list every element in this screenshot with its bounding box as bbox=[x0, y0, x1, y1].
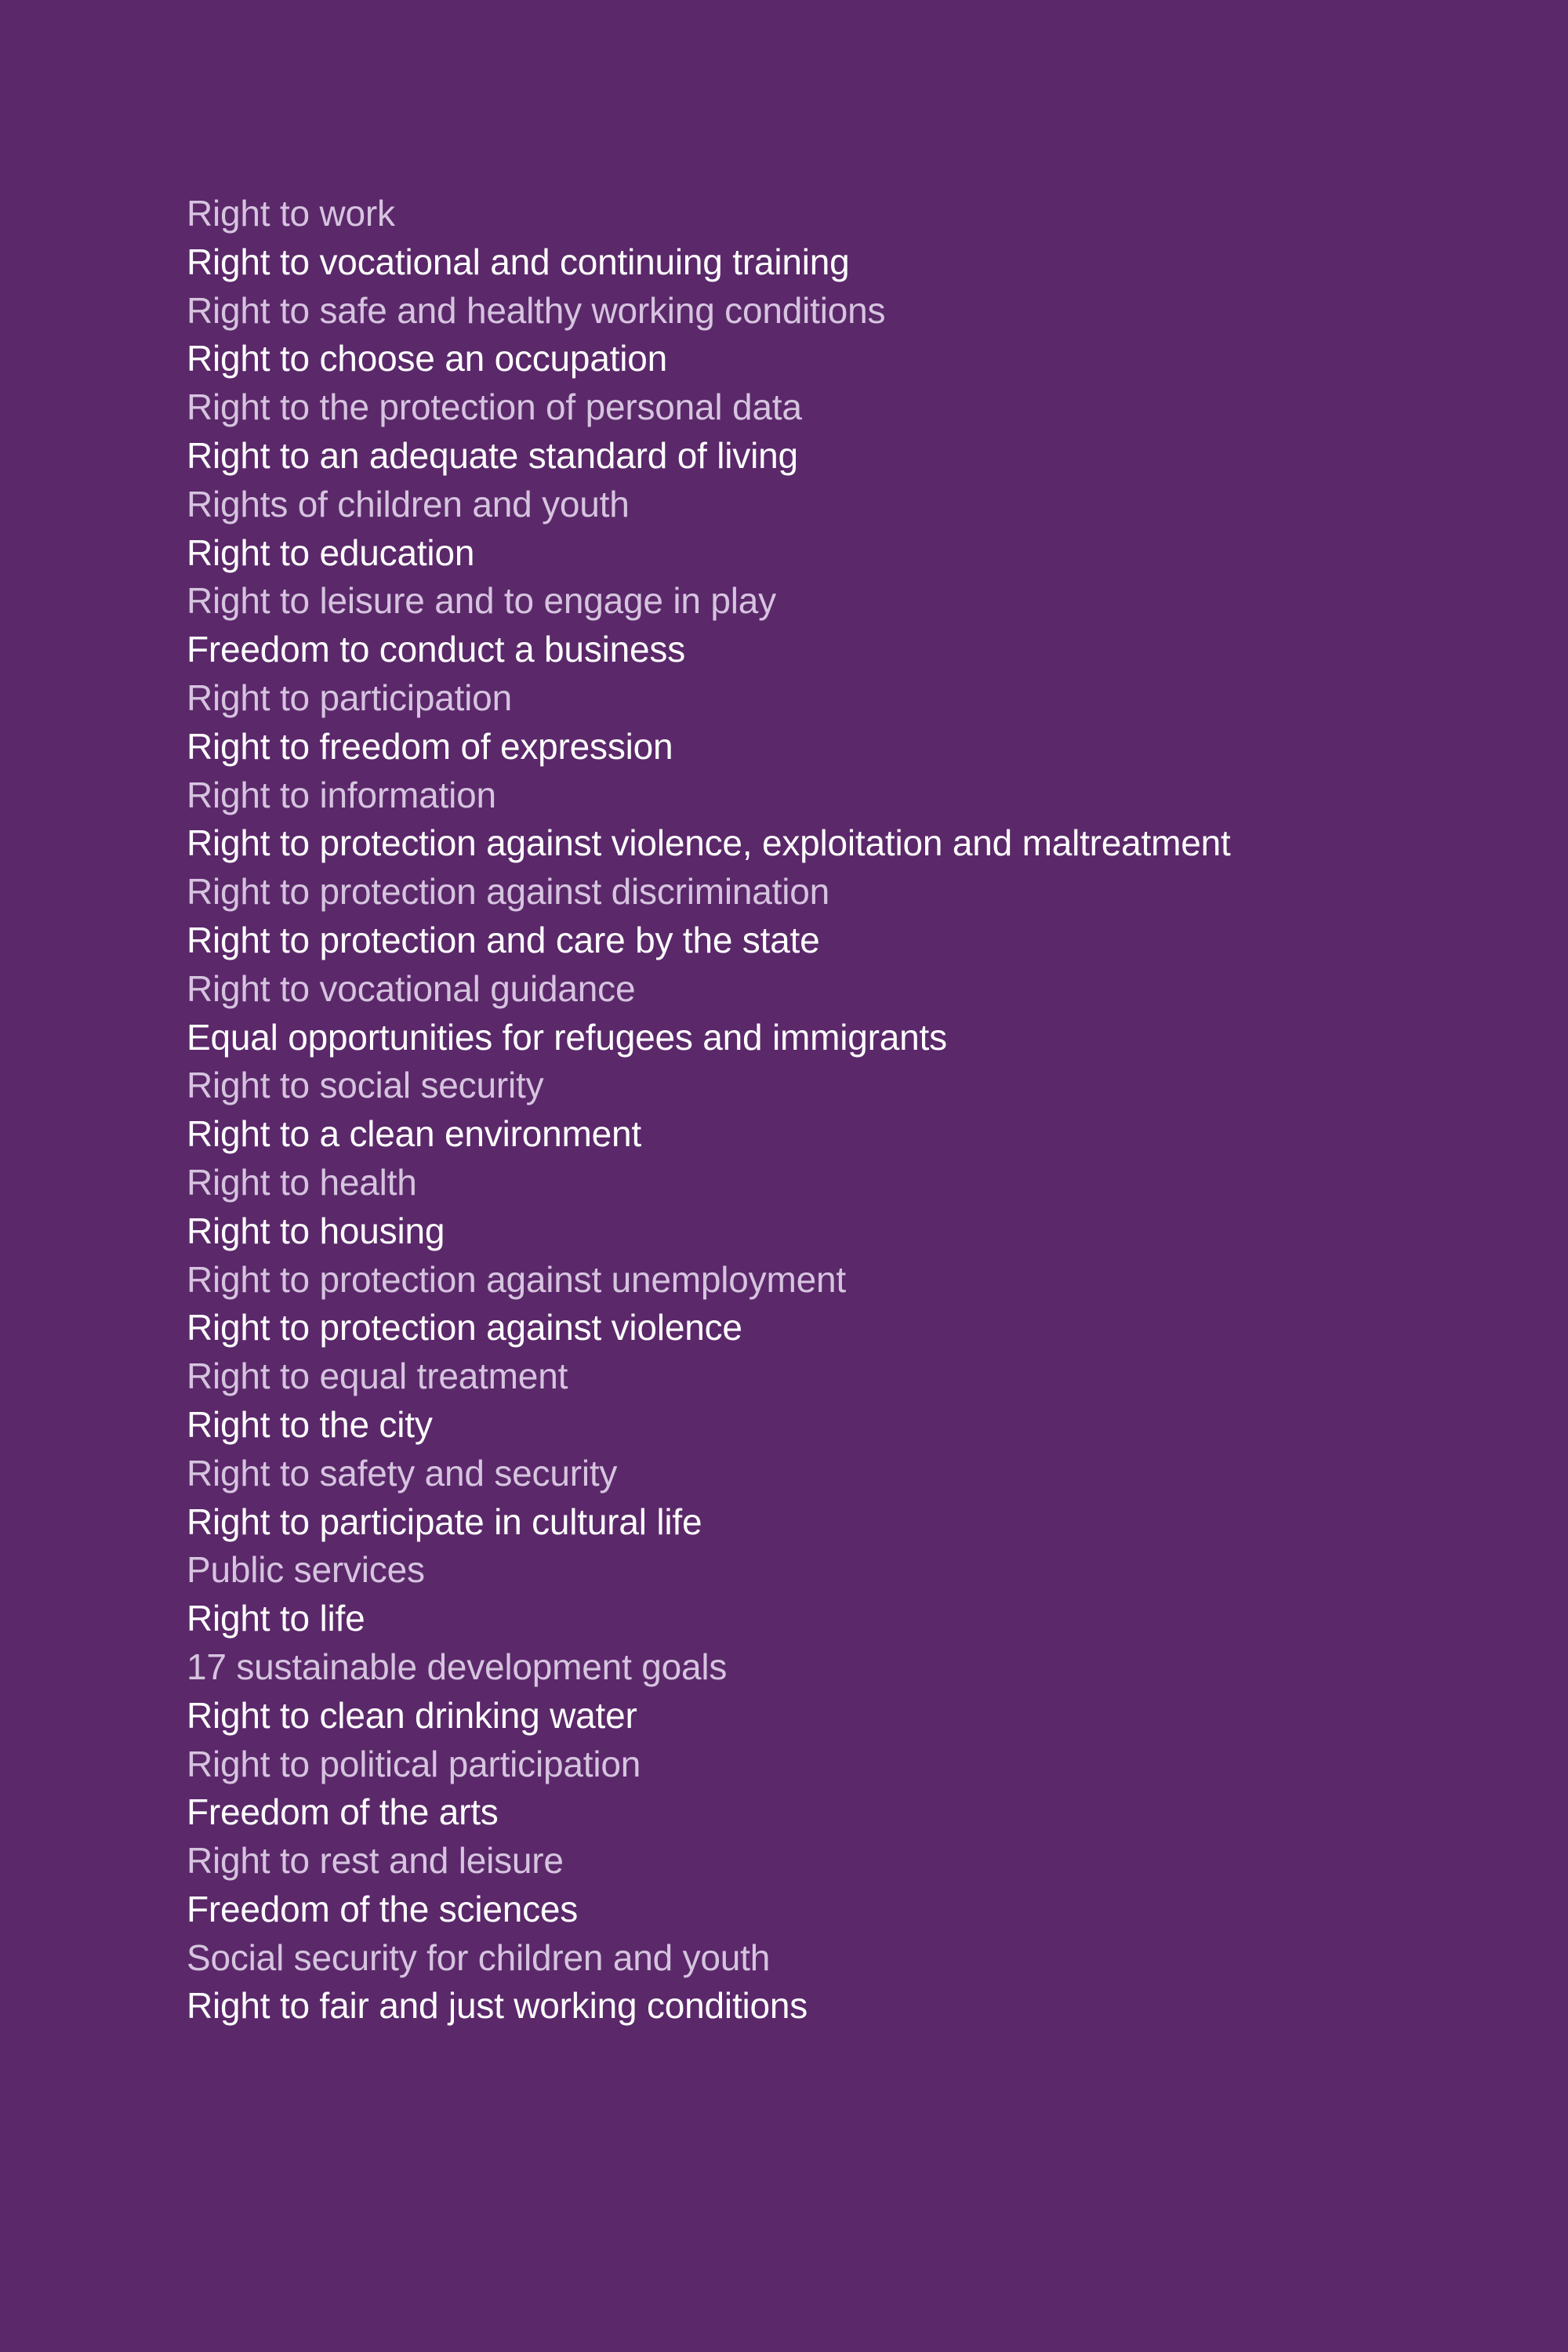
rights-list-item: Public services bbox=[187, 1549, 425, 1591]
rights-list-item: Right to an adequate standard of living bbox=[187, 434, 798, 476]
rights-list-item: Right to clean drinking water bbox=[187, 1694, 637, 1736]
rights-list-item: Right to leisure and to engage in play bbox=[187, 580, 776, 622]
rights-list-item: Right to protection against violence bbox=[187, 1307, 742, 1348]
rights-list-item: Right to information bbox=[187, 774, 496, 815]
rights-list-item: Right to participation bbox=[187, 677, 512, 718]
rights-list bbox=[187, 190, 1231, 2031]
rights-list-item: Right to safe and healthy working conditions bbox=[187, 289, 886, 331]
rights-list-item: Right to the protection of personal data bbox=[187, 387, 802, 428]
rights-list-item: Right to protection and care by the state bbox=[187, 919, 820, 960]
rights-list-item: Right to freedom of expression bbox=[187, 725, 673, 767]
rights-list-item: Right to housing bbox=[187, 1210, 445, 1251]
rights-list-item: Equal opportunities for refugees and immigrants bbox=[187, 1016, 947, 1058]
rights-list-item: Right to health bbox=[187, 1161, 417, 1203]
rights-list-item: Right to vocational and continuing training bbox=[187, 241, 850, 282]
rights-list-item: Right to a clean environment bbox=[187, 1113, 641, 1155]
rights-list-item: Right to safety and security bbox=[187, 1452, 618, 1494]
rights-list-item: Right to protection against violence, exploitation and maltreatment bbox=[187, 822, 1231, 864]
rights-list-item: Right to social security bbox=[187, 1065, 544, 1106]
rights-list-item: Right to equal treatment bbox=[187, 1356, 568, 1397]
rights-list-item: Right to participate in cultural life bbox=[187, 1501, 702, 1542]
rights-list-item: Social security for children and youth bbox=[187, 1936, 771, 1978]
rights-list-item: Freedom of the sciences bbox=[187, 1888, 579, 1929]
rights-list-item: Right to work bbox=[187, 193, 395, 234]
rights-list-item: Rights of children and youth bbox=[187, 483, 630, 524]
rights-list-item: Freedom of the arts bbox=[187, 1791, 499, 1833]
rights-list-item: Right to vocational guidance bbox=[187, 967, 636, 1009]
rights-list-item: Right to protection against discrimination bbox=[187, 871, 830, 913]
rights-list-item: Right to education bbox=[187, 532, 475, 573]
rights-list-item: Right to the city bbox=[187, 1403, 433, 1445]
rights-list-item: Right to political participation bbox=[187, 1743, 641, 1784]
rights-list-item: Right to protection against unemployment bbox=[187, 1258, 846, 1300]
rights-list-item: Freedom to conduct a business bbox=[187, 629, 685, 670]
rights-list-item: Right to fair and just working conditions bbox=[187, 1985, 808, 2027]
rights-list-item: 17 sustainable development goals bbox=[187, 1646, 728, 1687]
rights-list-item: Right to choose an occupation bbox=[187, 338, 668, 379]
rights-list-item: Right to rest and leisure bbox=[187, 1840, 564, 1882]
rights-list-item: Right to life bbox=[187, 1598, 365, 1639]
